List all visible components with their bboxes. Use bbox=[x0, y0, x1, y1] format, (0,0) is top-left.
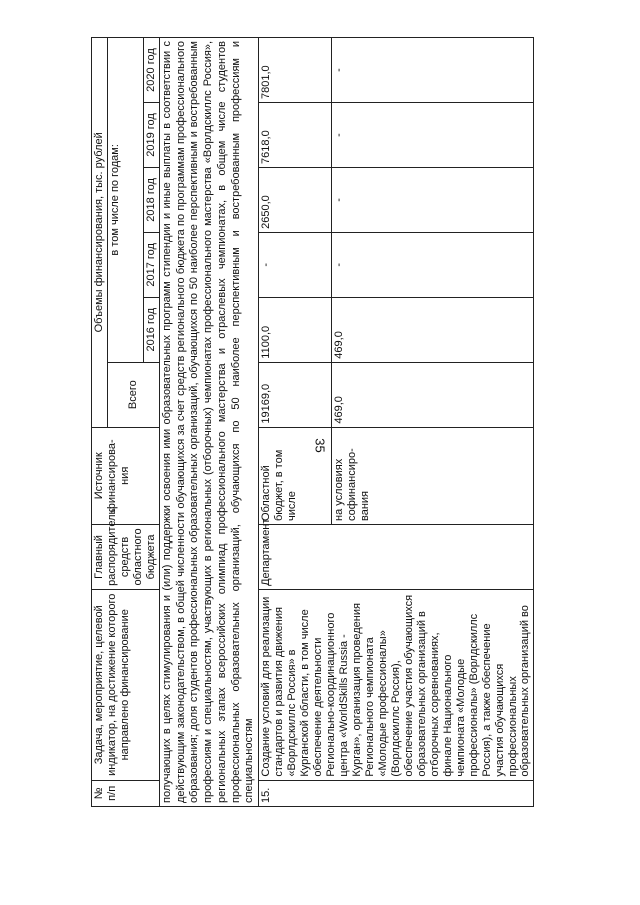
row-2020: - bbox=[332, 38, 534, 103]
row-task: Создание условий для реализации стандартов и развития движения «Ворлдскиллс Россия» в Курганской области, в том числе обеспечение деятельности Регионально-координационного центра «WorldSkills Russia - Курган», организация проведения Регионального чемпионата «Молодые профессионалы» (Ворлдскиллс Россия), обеспечение участия обучающихся образовательных организаций в отборочных соревнованиях, финале Национального чемпионата «Молодые профессионалы» (Ворлдскиллс Россия), а также обеспечение участия обучающихся профессиональных образовательных организаций во bbox=[259, 589, 534, 780]
header-year-2018: 2018 год bbox=[143, 167, 159, 232]
header-task: Задача, мероприятие, целевой индикатор, на достижение которого направлено финансирование bbox=[92, 589, 160, 780]
row-total: 469,0 bbox=[332, 362, 534, 427]
header-main-manager: Главный распорядитель средств областного бюджета bbox=[92, 525, 160, 590]
row-num: 15. bbox=[259, 780, 534, 806]
row-2016: 469,0 bbox=[332, 297, 534, 362]
header-year-2020: 2020 год bbox=[143, 38, 159, 103]
row-source: Областной бюджет, в том числе bbox=[259, 427, 332, 524]
header-year-2019: 2019 год bbox=[143, 103, 159, 168]
header-row bbox=[92, 38, 108, 807]
row-2019: - bbox=[332, 103, 534, 168]
header-source: Источник финансирова-ния bbox=[92, 427, 160, 524]
page-number: 35 bbox=[312, 438, 328, 453]
row-2020: 7801,0 bbox=[259, 38, 332, 103]
row-2018: 2650,0 bbox=[259, 167, 332, 232]
header-year-2017: 2017 год bbox=[143, 232, 159, 297]
header-year-2016: 2016 год bbox=[143, 297, 159, 362]
funding-table bbox=[91, 37, 534, 807]
table-row bbox=[259, 38, 332, 807]
header-total: Всего bbox=[107, 362, 159, 427]
header-volumes: Объемы финансирования, тыс. рублей bbox=[92, 38, 108, 428]
row-total: 19169,0 bbox=[259, 362, 332, 427]
row-2016: 1100,0 bbox=[259, 297, 332, 362]
row-2017: - bbox=[259, 232, 332, 297]
header-incl-years: в том числе по годам: bbox=[107, 38, 143, 363]
funding-table-sheet bbox=[91, 37, 608, 807]
header-num: № п/п bbox=[92, 780, 160, 806]
continuation-row bbox=[159, 38, 258, 807]
row-2019: 7618,0 bbox=[259, 103, 332, 168]
continuation-text: получающих в целях стимулирования и (или) поддержки освоения ими образовательных программ стипендии и иные выплаты в соответствии с действующим законодательством, в общей численности обучающихся за счет средств регионального бюджета по программам профессионального образования; доля студентов профессиональных образовательных организаций, обучающихся по 50 наиболее перспективным и востребованным профессиям и специальностям, участвующих в региональных (отборочных) чемпионатах профессионального мастерства «Ворлдскиллс Россия», региональных этапах всероссийских олимпиад профессионального мастерства и отраслевых чемпионатах, в общем числе студентов профессиональных образовательных организаций, обучающихся по 50 наиболее перспективным и востребованным профессиям и специальностям bbox=[159, 38, 258, 807]
row-2017: - bbox=[332, 232, 534, 297]
row-source: на условиях софинансиро-вания bbox=[332, 427, 534, 524]
row-main-manager: Департамент bbox=[259, 525, 534, 590]
row-2018: - bbox=[332, 167, 534, 232]
